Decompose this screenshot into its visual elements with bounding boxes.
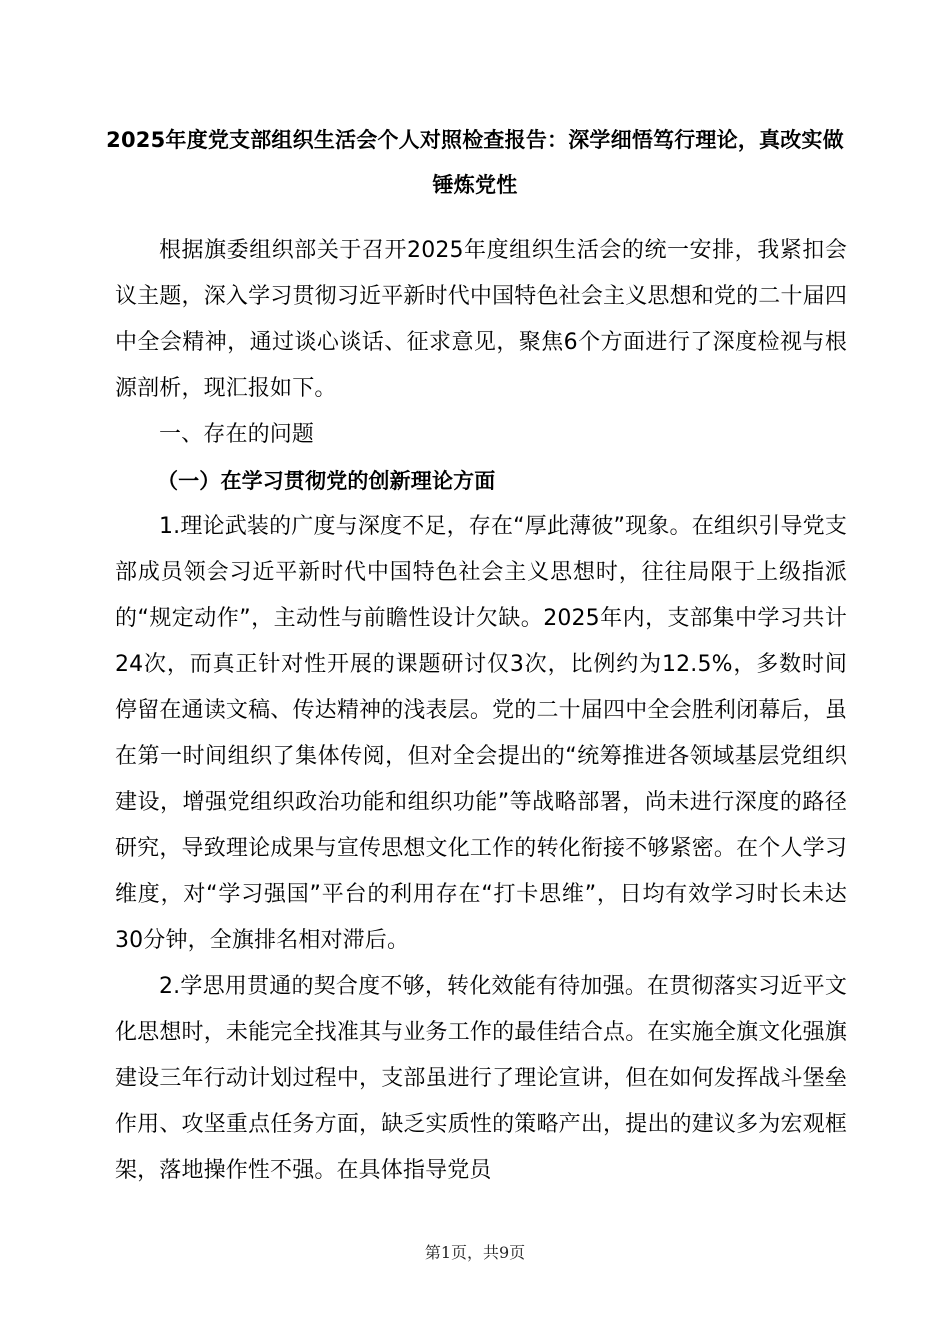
- subsection-heading: （一）在学习贯彻党的创新理论方面: [157, 469, 496, 493]
- item-paragraph-2: 2.学思用贯通的契合度不够，转化效能有待加强。在贯彻落实习近平文化思想时，未能完全找准其与业务工作的最佳结合点。在实施全旗文化强旗建设三年行动计划过程中，支部虽进行了理论宣讲，但在如何发挥战斗堡垒作用、攻坚重点任务方面，缺乏实质性的策略产出，提出的建议多为宏观框架，落地操作性不强。在具体指导党员: [115, 974, 847, 1183]
- section-heading: 一、存在的问题: [159, 422, 315, 447]
- document-title: 2025年度党支部组织生活会个人对照检查报告：深学细悟笃行理论，真改实做锤炼党性: [106, 128, 844, 197]
- intro-paragraph: 根据旗委组织部关于召开2025年度组织生活会的统一安排，我紧扣会议主题，深入学习贯彻习近平新时代中国特色社会主义思想和党的二十届四中全会精神，通过谈心谈话、征求意见，聚焦6个方面进行了深度检视与根源剖析，现汇报如下。: [115, 238, 847, 401]
- document-body: [115, 228, 847, 1194]
- item-paragraph-1: 1.理论武装的广度与深度不足，存在“厚此薄彼”现象。在组织引导党支部成员领会习近平新时代中国特色社会主义思想时，往往局限于上级指派的“规定动作”，主动性与前瞻性设计欠缺。2025年内，支部集中学习共计24次，而真正针对性开展的课题研讨仅3次，比例约为12.5%，多数时间停留在通读文稿、传达精神的浅表层。党的二十届四中全会胜利闭幕后，虽在第一时间组织了集体传阅，但对全会提出的“统筹推进各领域基层党组织建设，增强党组织政治功能和组织功能”等战略部署，尚未进行深度的路径研究，导致理论成果与宣传思想文化工作的转化衔接不够紧密。在个人学习维度，对“学习强国”平台的利用存在“打卡思维”，日均有效学习时长未达30分钟，全旗排名相对滞后。: [115, 514, 847, 953]
- page-number: 第1页，共9页: [424, 1243, 526, 1262]
